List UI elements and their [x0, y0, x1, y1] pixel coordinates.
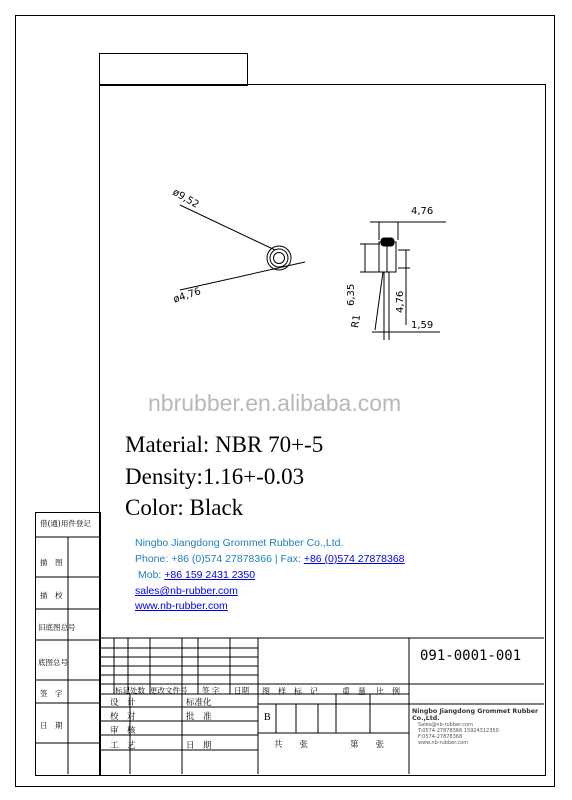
dim-outer-diameter: ø9,52: [170, 187, 201, 211]
col-weight: 重 量: [342, 687, 366, 696]
company-name: Ningbo Jiangdong Grommet Rubber Co.,Ltd.: [135, 537, 344, 549]
total-sheets: 共 张: [274, 740, 309, 750]
spec-material: Material: NBR 70+-5: [125, 432, 324, 457]
left-label-5: 底图总号: [38, 658, 68, 667]
hdr-change-doc: 更改文件号: [150, 686, 188, 695]
label-process: 工 艺: [110, 741, 136, 751]
mark-b: B: [264, 712, 271, 723]
phone-text: Phone: +86 (0)574 27878366 | Fax:: [135, 553, 304, 565]
dim-radius: R1: [350, 313, 364, 329]
stamp-fax: F:0574-27878368: [418, 734, 463, 740]
part-number: 091-0001-001: [420, 648, 522, 664]
dim-height-inner: 4,76: [395, 290, 406, 313]
left-label-2: 描 图: [40, 558, 63, 567]
company-stamp: [412, 708, 544, 746]
stamp-tel: T:0574-27878366 15924312350: [418, 728, 499, 734]
left-label-3: 描 校: [40, 591, 63, 600]
spec-density: Density:1.16+-0.03: [125, 464, 305, 489]
mob-link[interactable]: +86 159 2431 2350: [164, 569, 256, 581]
label-standard: 标准化: [186, 698, 212, 708]
website-link[interactable]: www.nb-rubber.com: [135, 600, 228, 612]
label-approve: 批 准: [186, 712, 212, 722]
label-check: 校 对: [110, 712, 136, 722]
stamp-company: Ningbo Jiangdong Grommet Rubber Co.,Ltd.: [412, 708, 539, 722]
watermark: nbrubber.en.alibaba.com: [148, 390, 402, 416]
label-design: 设 计: [110, 698, 136, 708]
left-label-7: 日 期: [40, 721, 63, 730]
label-review: 审 核: [110, 726, 136, 736]
sheet-number: 第 张: [350, 740, 385, 750]
dim-width-top: 4,76: [411, 206, 434, 217]
col-scale: 比 例: [376, 687, 400, 696]
hdr-sign: 签 字: [202, 686, 220, 695]
hdr-count: 处数: [130, 686, 145, 695]
col-drawing-mark: 图 样 标 记: [262, 687, 318, 696]
label-date: 日 期: [186, 741, 212, 751]
dim-height-total: 6,35: [346, 283, 357, 306]
left-label-4: 旧底图总号: [38, 623, 76, 632]
hdr-mark: 标记: [115, 686, 130, 695]
fax-link[interactable]: +86 (0)574 27878368: [303, 553, 405, 565]
stamp-email: Sales@nb-rubber.com: [418, 722, 473, 728]
left-label-6: 签 字: [40, 689, 63, 698]
dim-groove: 1,59: [411, 320, 434, 331]
email-link[interactable]: sales@nb-rubber.com: [135, 585, 238, 597]
spec-color: Color: Black: [125, 495, 244, 520]
left-label-1: 借(通)用件登记: [40, 519, 91, 528]
hdr-date: 日期: [234, 686, 249, 695]
mob-label: Mob:: [138, 569, 165, 581]
stamp-web: www.nb-rubber.com: [418, 740, 469, 746]
dim-inner-diameter: ø4,76: [172, 286, 203, 306]
